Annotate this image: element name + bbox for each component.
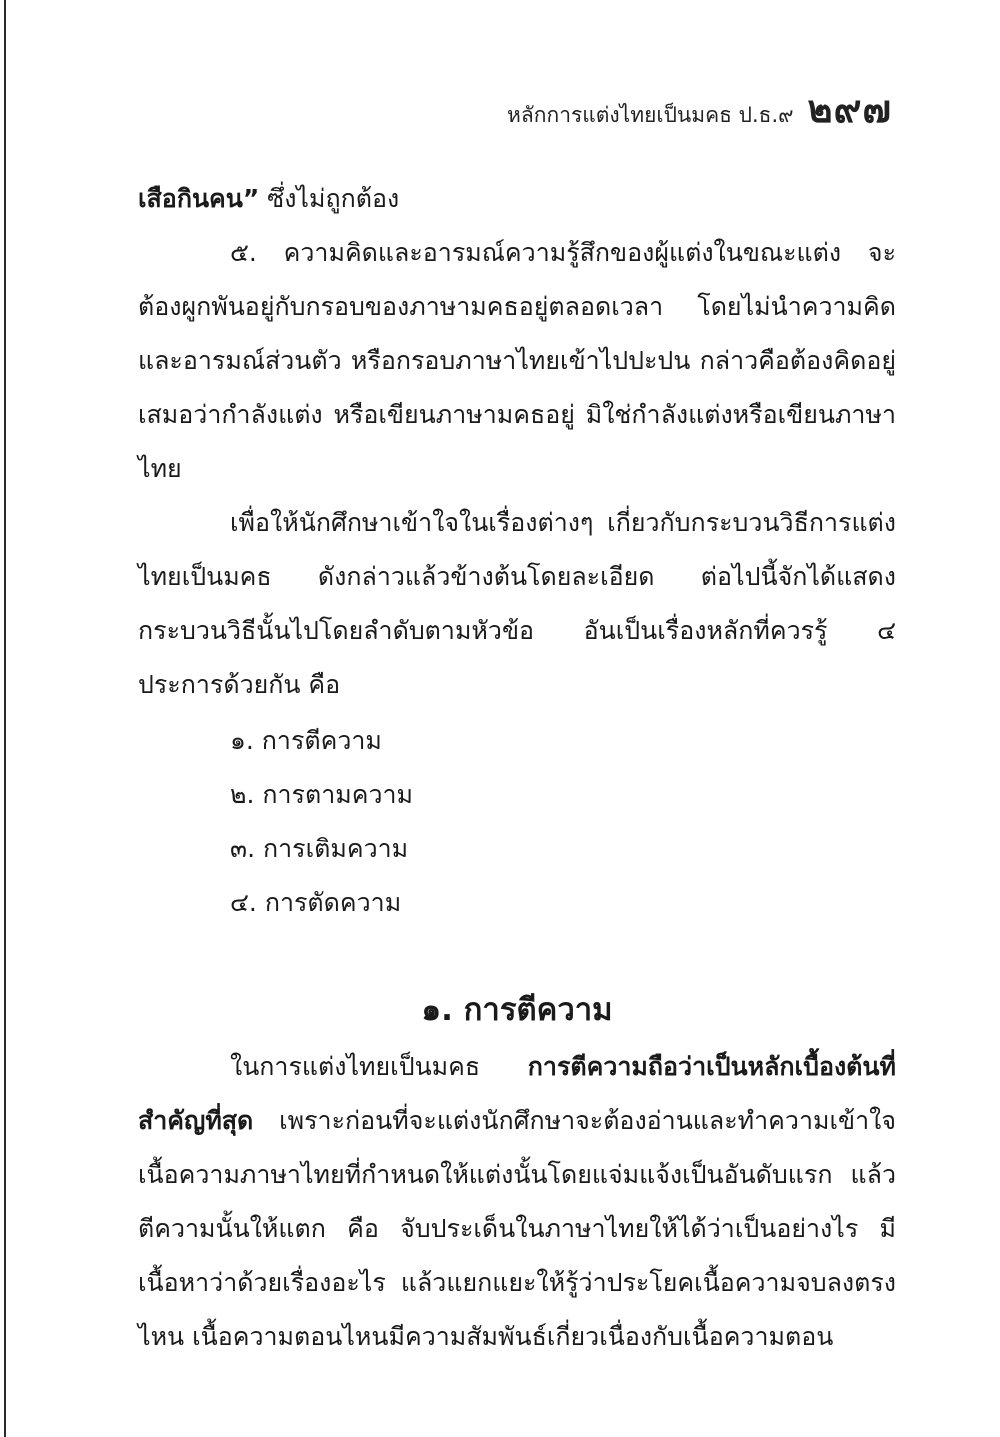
paragraph-1-text: ซึ่งไม่ถูกต้อง	[259, 184, 400, 213]
list-item: ๓. การเติมความ	[230, 834, 409, 863]
page-left-edge	[4, 0, 6, 1437]
page-body	[138, 172, 896, 1364]
paragraph-4	[138, 1040, 896, 1364]
list-item: ๑. การตีความ	[230, 726, 382, 755]
running-title: หลักการแต่งไทยเป็นมคธ ป.ธ.๙	[507, 103, 794, 127]
paragraph-4-bold: การตีความถือว่าเป็นหลักเบื้องต้นที่สำคัญที่สุด	[138, 1052, 896, 1135]
principles-list	[138, 714, 896, 930]
section-heading: ๑. การตีความ	[421, 992, 613, 1028]
page-number: ๒๙๗	[807, 87, 892, 131]
list-item: ๒. การตามความ	[230, 780, 414, 809]
list-item: ๔. การตัดความ	[230, 888, 402, 917]
paragraph-4-lead: ในการแต่งไทยเป็นมคธ	[230, 1052, 528, 1081]
paragraph-2: ๕. ความคิดและอารมณ์ความรู้สึกของผู้แต่งในขณะแต่ง จะต้องผูกพันอยู่กับกรอบของภาษามคธอยู่ตลอดเวลา โดยไม่นำความคิดและอารมณ์ส่วนตัว หรือกรอบภาษาไทยเข้าไปปะปน กล่าวคือต้องคิดอยู่เสมอว่ากำลังแต่ง หรือเขียนภาษามคธอยู่ มิใช่กำลังแต่งหรือเขียนภาษาไทย	[138, 238, 896, 483]
paragraph-3: เพื่อให้นักศึกษาเข้าใจในเรื่องต่างๆ เกี่ยวกับกระบวนวิธีการแต่งไทยเป็นมคธ ดังกล่าวแล้วข้างต้นโดยละเอียด ต่อไปนี้จักได้แสดงกระบวนวิธีนั้นไปโดยลำดับตามหัวข้อ อันเป็นเรื่องหลักที่ควรรู้ ๔ ประการด้วยกัน คือ	[138, 508, 896, 699]
paragraph-1-bold: เสือกินคน”	[138, 184, 260, 213]
page-header	[507, 78, 892, 139]
paragraph-1	[138, 172, 896, 226]
paragraph-4-text: เพราะก่อนที่จะแต่งนักศึกษาจะต้องอ่านและทำความเข้าใจเนื้อความภาษาไทยที่กำหนดให้แต่งนั้นโดยแจ่มแจ้งเป็นอันดับแรก แล้วตีความนั้นให้แตก คือ จับประเด็นในภาษาไทยให้ได้ว่าเป็นอย่างไร มีเนื้อหาว่าด้วยเรื่องอะไร แล้วแยกแยะให้รู้ว่าประโยคเนื้อความจบลงตรงไหน เนื้อความตอนไหนมีความสัมพันธ์เกี่ยวเนื่องกับเนื้อความตอน	[138, 1106, 896, 1351]
